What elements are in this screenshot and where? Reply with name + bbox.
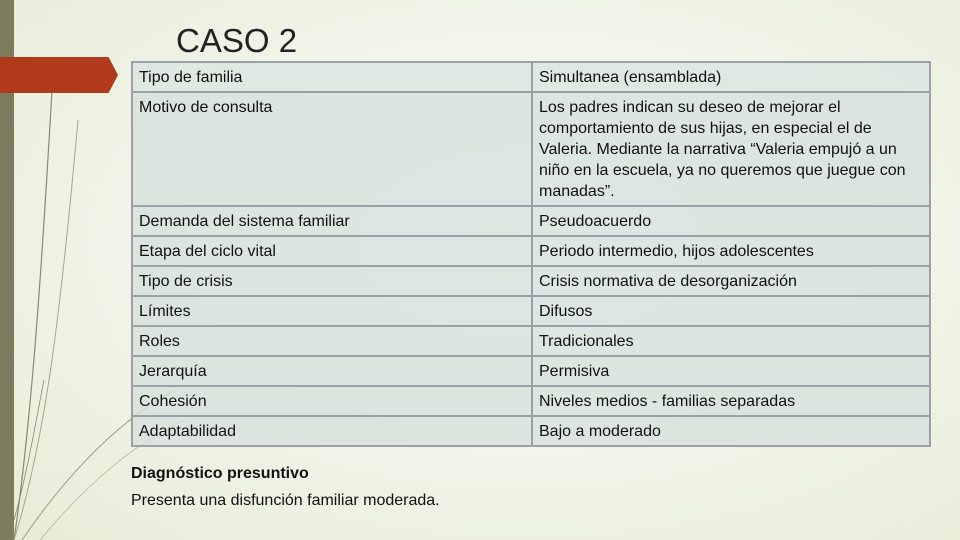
table-row — [132, 326, 930, 356]
case-info-table — [131, 61, 931, 447]
row-value: Tradicionales — [532, 326, 930, 356]
row-value: Niveles medios - familias separadas — [532, 386, 930, 416]
row-value: Crisis normativa de desorganización — [532, 266, 930, 296]
table-row — [132, 236, 930, 266]
row-value: Bajo a moderado — [532, 416, 930, 446]
table-row — [132, 266, 930, 296]
table-row — [132, 92, 930, 206]
row-value: Difusos — [532, 296, 930, 326]
row-label: Motivo de consulta — [132, 92, 532, 206]
row-value: Los padres indican su deseo de mejorar el comportamiento de sus hijas, en especial el de Valeria. Mediante la narrativa “Valeria empujó a un niño en la escuela, ya no queremos que juegue con manadas”. — [532, 92, 930, 206]
row-label: Roles — [132, 326, 532, 356]
row-label: Adaptabilidad — [132, 416, 532, 446]
row-label: Etapa del ciclo vital — [132, 236, 532, 266]
row-value: Pseudoacuerdo — [532, 206, 930, 236]
table-row — [132, 296, 930, 326]
table-row — [132, 206, 930, 236]
row-label: Demanda del sistema familiar — [132, 206, 532, 236]
row-value: Periodo intermedio, hijos adolescentes — [532, 236, 930, 266]
row-value: Permisiva — [532, 356, 930, 386]
table-row — [132, 356, 930, 386]
row-label: Tipo de crisis — [132, 266, 532, 296]
row-label: Tipo de familia — [132, 62, 532, 92]
table-row — [132, 386, 930, 416]
row-label: Cohesión — [132, 386, 532, 416]
title-arrow-shape — [0, 57, 118, 93]
diagnosis-section — [131, 460, 440, 514]
row-value: Simultanea (ensamblada) — [532, 62, 930, 92]
slide-title: CASO 2 — [176, 22, 298, 59]
table-row — [132, 416, 930, 446]
row-label: Límites — [132, 296, 532, 326]
table-row — [132, 62, 930, 92]
row-label: Jerarquía — [132, 356, 532, 386]
diagnosis-heading: Diagnóstico presuntivo — [131, 465, 309, 482]
diagnosis-text: Presenta una disfunción familiar moderada. — [131, 492, 440, 509]
